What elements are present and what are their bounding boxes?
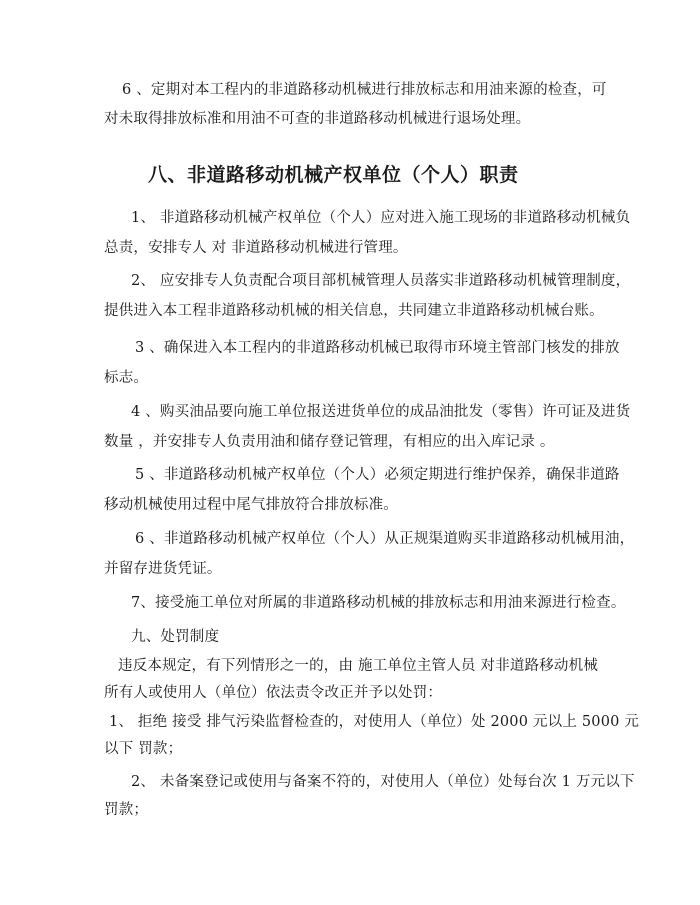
item7-line1: 7、接受施工单位对所属的非道路移动机械的排放标志和用油来源进行检查。 xyxy=(131,595,626,611)
penalty1-line2: 以下 罚款； xyxy=(104,741,183,757)
item2-line1: 2、 应安排专人负责配合项目部机械管理人员落实非道路移动机械管理制度， xyxy=(131,273,631,289)
section6-line1: 6 、定期对本工程内的非道路移动机械进行排放标志和用油来源的检查，可 xyxy=(122,82,607,98)
item5-line1: 5 、非道路移动机械产权单位（个人）必须定期进行维护保养，确保非道路 xyxy=(135,467,620,483)
item6-line1: 6 、非道路移动机械产权单位（个人）从正规渠道购买非道路移动机械用油， xyxy=(135,531,635,547)
penalty-intro-line2: 所有人或使用人（单位）依法责令改正并予以处罚： xyxy=(104,685,443,701)
item4-line1: 4 、购买油品要向施工单位报送进货单位的成品油批发（零售）许可证及进货 xyxy=(131,404,631,420)
penalty2-line1: 2、 未备案登记或使用与备案不符的，对使用人（单位）处每台次 1 万元以下 xyxy=(131,774,635,790)
item3-line2: 标志。 xyxy=(104,370,149,386)
item6-line2: 并留存进货凭证。 xyxy=(104,561,222,577)
heading-section-8: 八、非道路移动机械产权单位（个人）职责 xyxy=(148,164,519,186)
item1-line1: 1、 非道路移动机械产权单位（个人）应对进入施工现场的非道路移动机械负 xyxy=(131,210,631,226)
item1-line2: 总责，安排专人 对 非道路移动机械进行管理。 xyxy=(104,240,408,256)
item5-line2: 移动机械使用过程中尾气排放符合排放标准。 xyxy=(104,497,398,513)
item4-line2: 数量 ，并安排专人负责用油和储存登记管理，有相应的出入库记录 。 xyxy=(104,434,555,450)
item3-line1: 3 、确保进入本工程内的非道路移动机械已取得市环境主管部门核发的排放 xyxy=(135,340,620,356)
penalty-intro-line1: 违反本规定，有下列情形之一的，由 施工单位主管人员 对非道路移动机械 xyxy=(118,658,599,674)
penalty2-line2: 罚款； xyxy=(104,802,149,818)
item2-line2: 提供进入本工程非道路移动机械的相关信息，共同建立非道路移动机械台账。 xyxy=(104,303,604,319)
penalty1-line1: 1、 拒绝 接受 排气污染监督检查的，对使用人（单位）处 2000 元以上 5000 元 xyxy=(109,714,640,730)
section6-line2: 对未取得排放标准和用油不可查的非道路移动机械进行退场处理。 xyxy=(104,111,531,127)
heading-section-9: 九、处罚制度 xyxy=(131,629,220,645)
